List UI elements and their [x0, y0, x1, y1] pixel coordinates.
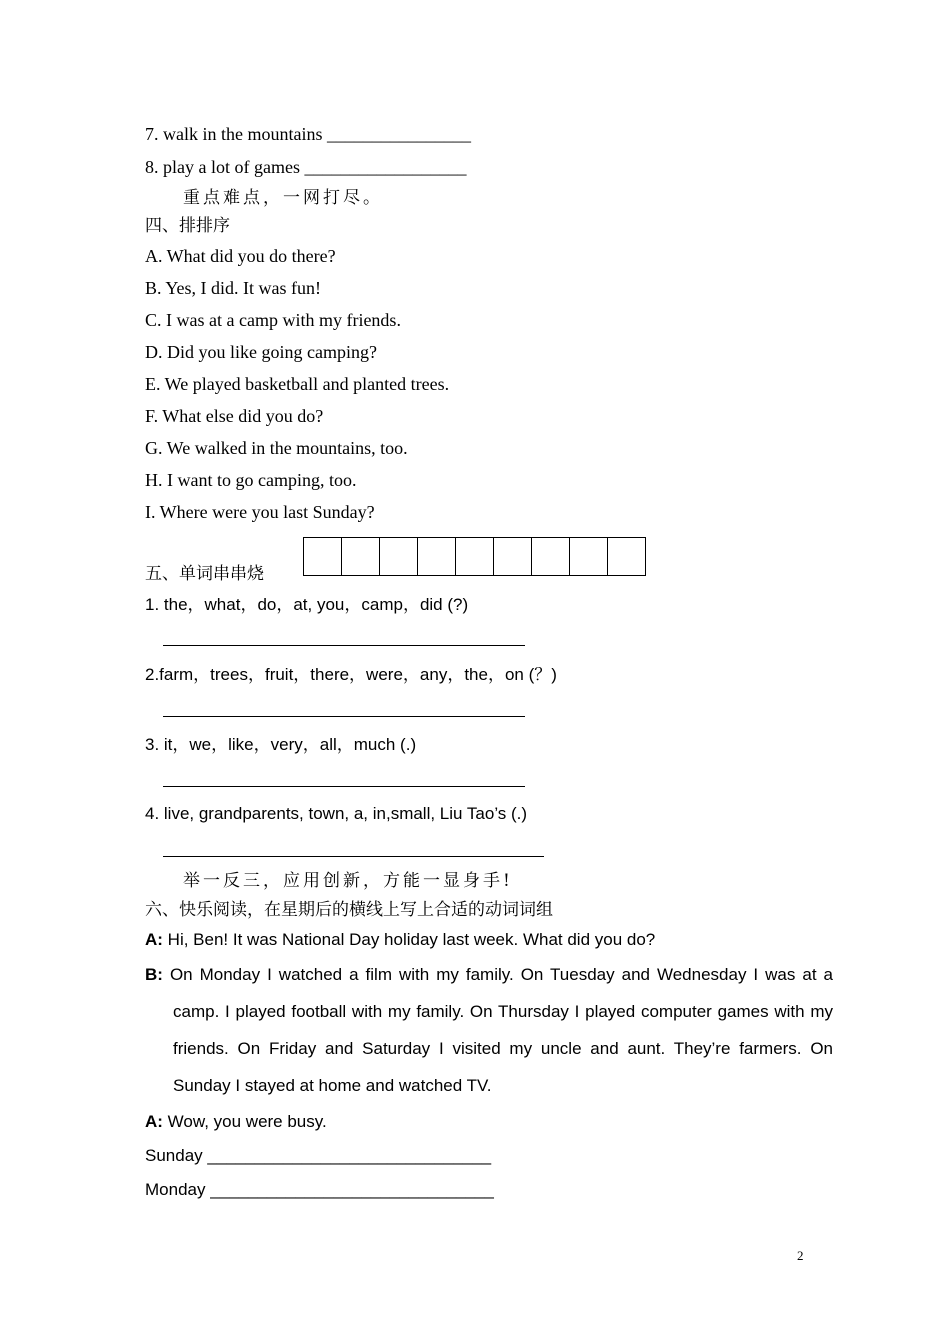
page-number: 2 — [797, 1248, 804, 1263]
motto-apply: 举一反三，应用创新，方能一显身手! — [183, 871, 513, 891]
section4-item-g: G. We walked in the mountains, too. — [145, 438, 408, 458]
section4-title: 四、排排序 — [145, 216, 230, 236]
fill-line-sunday[interactable]: Sunday ______________________________ — [145, 1146, 492, 1165]
dialogue-text: Wow, you were busy. — [162, 1112, 327, 1131]
section6-title: 六、快乐阅读，在星期后的横线上写上合适的动词词组 — [145, 900, 553, 920]
dialogue-line-a1 — [145, 921, 833, 958]
dialogue-text: On Monday I watched a film with my family. On Tuesday and Wednesday I was at a camp. I played football with my family. On Thursday I played computer games with my friends. On Friday and Saturday I visited my uncle and aunt. They’re farmers. On Sunday I stayed at home and watched TV. — [162, 965, 833, 1095]
section3-item-8: 8. play a lot of games __________________ — [145, 157, 467, 177]
fill-line-monday[interactable]: Monday ______________________________ — [145, 1180, 494, 1199]
answer-box[interactable] — [608, 538, 645, 575]
dialogue-line-a2 — [145, 1103, 833, 1140]
answer-box[interactable] — [570, 538, 608, 575]
section5-item-1: 1. the，what，do，at, you，camp，did (?) — [145, 595, 469, 614]
section5-title: 五、单词串串烧 — [145, 564, 264, 584]
section5-item-3: 3. it，we，like，very，all，much (.) — [145, 735, 417, 754]
answer-line-3[interactable] — [163, 786, 525, 787]
section4-item-d: D. Did you like going camping? — [145, 342, 377, 362]
motto-key-points: 重点难点，一网打尽。 — [183, 188, 383, 208]
answer-box[interactable] — [342, 538, 380, 575]
section5-item-2: 2.farm，trees，fruit，there，were，any，the，on (？) — [145, 665, 557, 684]
answer-box[interactable] — [456, 538, 494, 575]
answer-box[interactable] — [494, 538, 532, 575]
section4-item-e: E. We played basketball and planted trees. — [145, 374, 450, 394]
section4-item-a: A. What did you do there? — [145, 246, 336, 266]
section4-item-h: H. I want to go camping, too. — [145, 470, 357, 490]
speaker-label: A: — [145, 1112, 163, 1131]
speaker-label: A: — [145, 930, 163, 949]
section5-item-4: 4. live, grandparents, town, a, in,small, Liu Tao’s (.) — [145, 804, 528, 823]
section4-item-c: C. I was at a camp with my friends. — [145, 310, 401, 330]
answer-box[interactable] — [532, 538, 570, 575]
answer-line-4[interactable] — [163, 856, 544, 857]
answer-box[interactable] — [380, 538, 418, 575]
answer-line-2[interactable] — [163, 716, 525, 717]
answer-order-boxes[interactable] — [303, 537, 646, 576]
section4-item-b: B. Yes, I did. It was fun! — [145, 278, 322, 298]
answer-line-1[interactable] — [163, 645, 525, 646]
section4-item-i: I. Where were you last Sunday? — [145, 502, 375, 522]
dialogue-text: Hi, Ben! It was National Day holiday last week. What did you do? — [162, 930, 656, 949]
section3-item-7: 7. walk in the mountains ________________ — [145, 124, 471, 144]
dialogue-line-b — [145, 956, 833, 1104]
answer-box[interactable] — [304, 538, 342, 575]
section4-item-f: F. What else did you do? — [145, 406, 324, 426]
answer-box[interactable] — [418, 538, 456, 575]
speaker-label: B: — [145, 965, 163, 984]
